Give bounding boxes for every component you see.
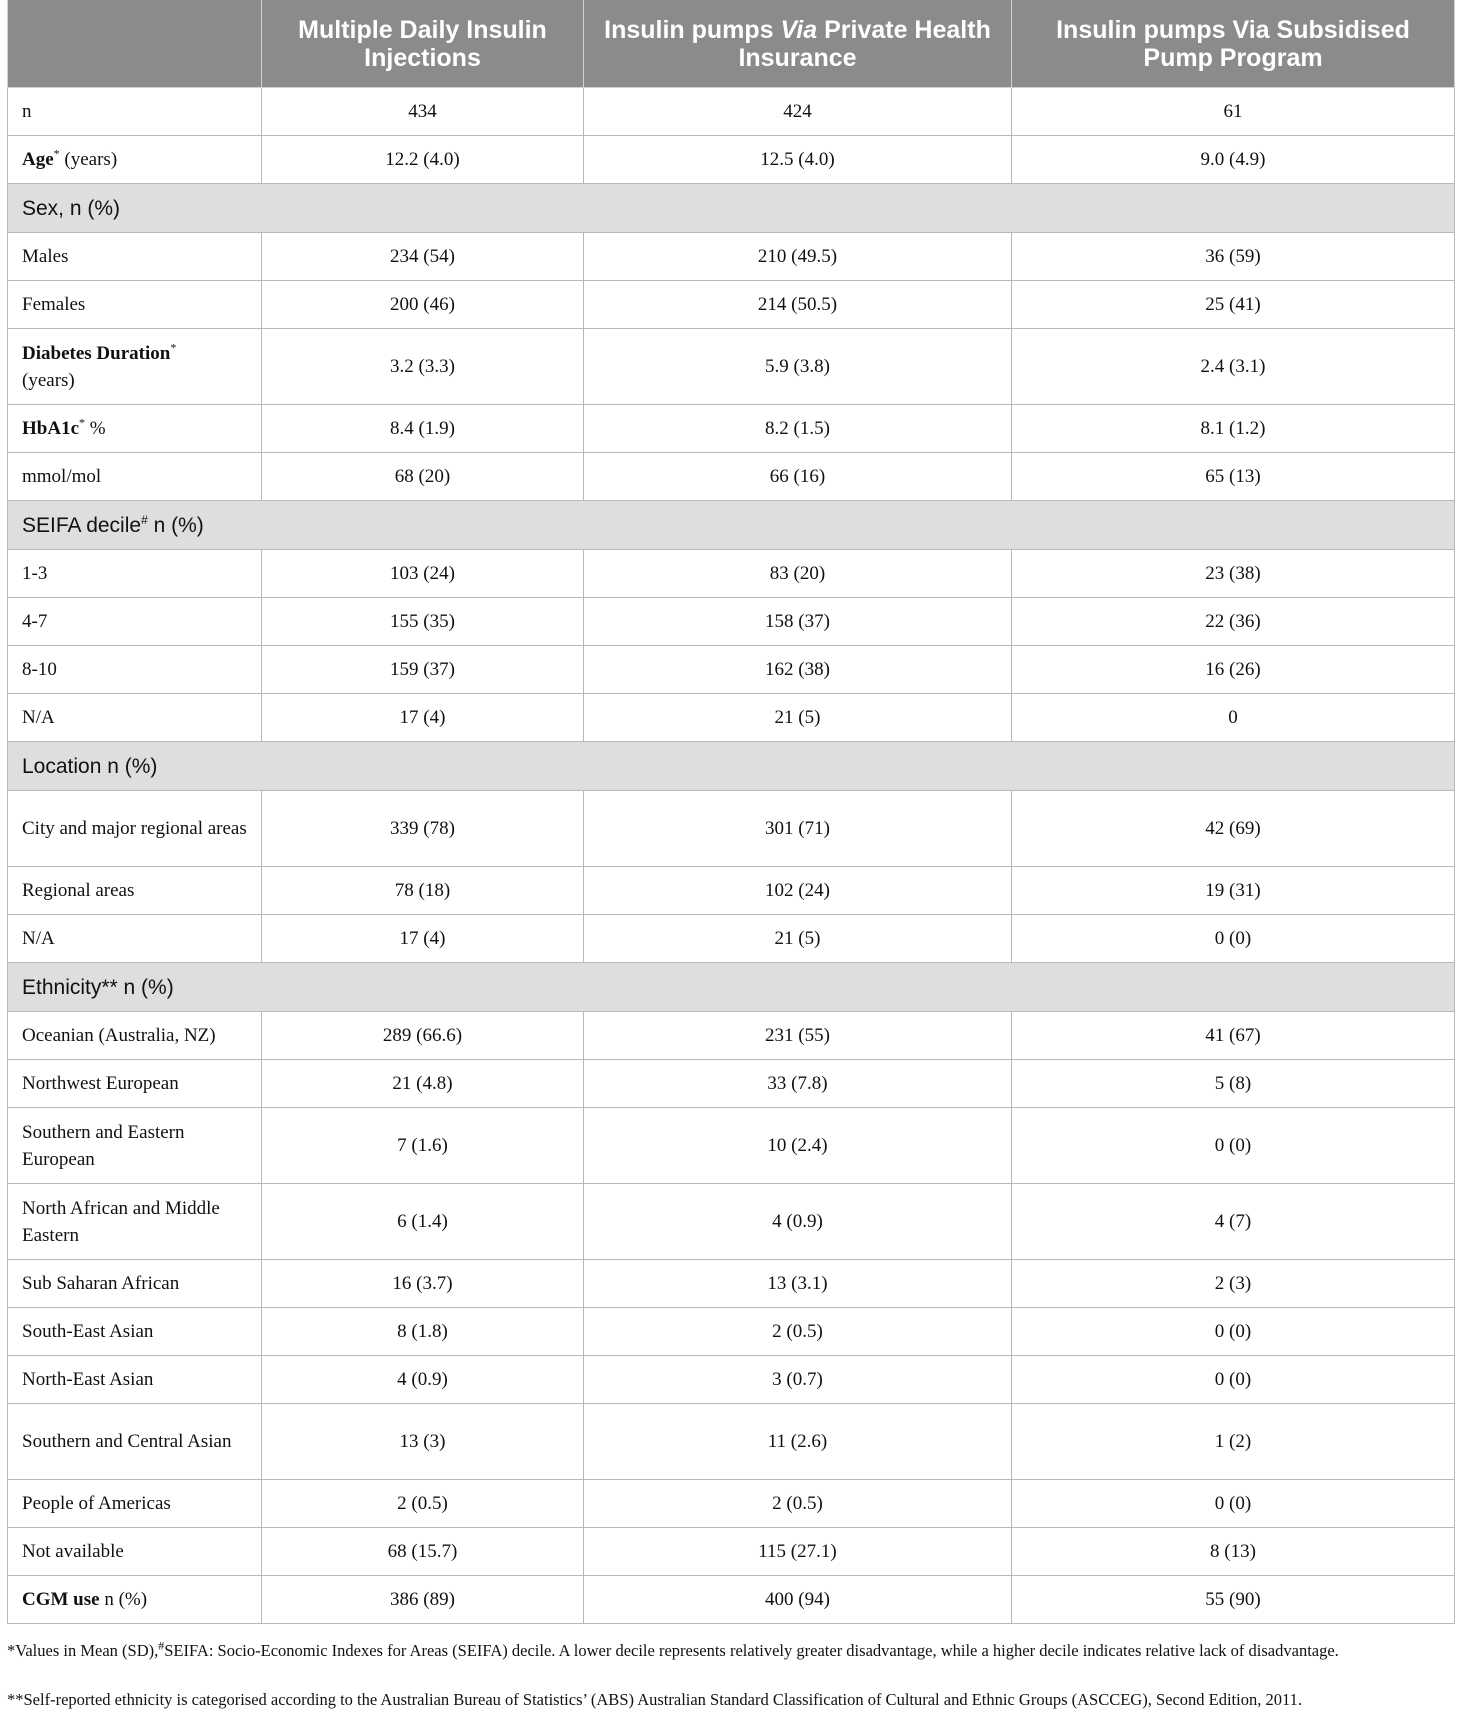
row-label: 4-7 <box>8 598 262 646</box>
cell-mdi: 16 (3.7) <box>262 1260 584 1308</box>
row-label: Females <box>8 281 262 329</box>
cell-subsidised: 9.0 (4.9) <box>1012 136 1455 184</box>
cell-private: 21 (5) <box>584 915 1012 963</box>
cell-mdi: 7 (1.6) <box>262 1108 584 1184</box>
header-row <box>8 0 1455 88</box>
row-label: N/A <box>8 915 262 963</box>
label-bold: Diabetes Duration <box>22 342 171 364</box>
section-label: Sex, n (%) <box>8 184 1455 233</box>
cell-private: 13 (3.1) <box>584 1260 1012 1308</box>
table-row <box>8 915 1455 963</box>
cell-private: 83 (20) <box>584 550 1012 598</box>
cell-private: 400 (94) <box>584 1576 1012 1624</box>
row-label: North-East Asian <box>8 1356 262 1404</box>
label-bold: CGM use <box>22 1589 100 1610</box>
cell-subsidised: 41 (67) <box>1012 1012 1455 1060</box>
cell-mdi: 8.4 (1.9) <box>262 405 584 453</box>
table-row <box>8 136 1455 184</box>
table-row <box>8 1404 1455 1480</box>
cell-subsidised: 55 (90) <box>1012 1576 1455 1624</box>
table-row <box>8 1356 1455 1404</box>
row-label: 8-10 <box>8 646 262 694</box>
cell-mdi: 13 (3) <box>262 1404 584 1480</box>
row-label: Sub Saharan African <box>8 1260 262 1308</box>
label-rest: n (%) <box>99 1589 148 1610</box>
table-row <box>8 791 1455 867</box>
cell-private: 10 (2.4) <box>584 1108 1012 1184</box>
cell-subsidised: 8 (13) <box>1012 1528 1455 1576</box>
cell-private: 8.2 (1.5) <box>584 405 1012 453</box>
cell-private: 3 (0.7) <box>584 1356 1012 1404</box>
cell-private: 11 (2.6) <box>584 1404 1012 1480</box>
table-row <box>8 1480 1455 1528</box>
row-label <box>8 405 262 453</box>
cell-mdi: 103 (24) <box>262 550 584 598</box>
section-row <box>8 742 1455 791</box>
table-row <box>8 1012 1455 1060</box>
label-sup: * <box>170 340 177 355</box>
cell-mdi: 17 (4) <box>262 915 584 963</box>
cell-private: 424 <box>584 88 1012 136</box>
cell-private: 158 (37) <box>584 598 1012 646</box>
label-sup: * <box>79 415 85 430</box>
cell-private: 102 (24) <box>584 867 1012 915</box>
row-label <box>8 329 262 405</box>
table-row <box>8 453 1455 501</box>
cell-mdi: 2 (0.5) <box>262 1480 584 1528</box>
table-row <box>8 646 1455 694</box>
table-row <box>8 1060 1455 1108</box>
section-label <box>8 501 1455 550</box>
cell-mdi: 200 (46) <box>262 281 584 329</box>
cell-private: 21 (5) <box>584 694 1012 742</box>
cell-private: 66 (16) <box>584 453 1012 501</box>
cell-private: 162 (38) <box>584 646 1012 694</box>
cell-subsidised: 23 (38) <box>1012 550 1455 598</box>
row-label: Southern and Eastern European <box>8 1108 262 1184</box>
cell-mdi: 12.2 (4.0) <box>262 136 584 184</box>
label-sup: # <box>141 512 148 527</box>
header-mdi: Multiple Daily Insulin Injections <box>262 0 584 88</box>
cell-mdi: 68 (15.7) <box>262 1528 584 1576</box>
label-bold: Age <box>22 149 54 170</box>
cell-mdi: 155 (35) <box>262 598 584 646</box>
seifa-label-b: n (%) <box>147 513 204 537</box>
row-label <box>8 136 262 184</box>
row-label: Southern and Central Asian <box>8 1404 262 1480</box>
cell-subsidised: 22 (36) <box>1012 598 1455 646</box>
cell-mdi: 68 (20) <box>262 453 584 501</box>
section-label: Ethnicity** n (%) <box>8 963 1455 1012</box>
section-row <box>8 963 1455 1012</box>
demographics-table <box>7 0 1455 1624</box>
row-label: Not available <box>8 1528 262 1576</box>
table-row <box>8 329 1455 405</box>
section-row <box>8 501 1455 550</box>
row-label: Oceanian (Australia, NZ) <box>8 1012 262 1060</box>
footnote-1a: *Values in Mean (SD), <box>7 1641 159 1660</box>
cell-subsidised: 1 (2) <box>1012 1404 1455 1480</box>
cell-subsidised: 42 (69) <box>1012 791 1455 867</box>
row-label: N/A <box>8 694 262 742</box>
cell-mdi: 434 <box>262 88 584 136</box>
cell-mdi: 339 (78) <box>262 791 584 867</box>
cell-mdi: 21 (4.8) <box>262 1060 584 1108</box>
cell-subsidised: 8.1 (1.2) <box>1012 405 1455 453</box>
cell-mdi: 159 (37) <box>262 646 584 694</box>
footnote-1b: SEIFA: Socio-Economic Indexes for Areas (SEIFA) decile. A lower decile represents relatively greater disadvantage, while a higher decile indicates relative lack of disadvantage. <box>164 1641 1339 1660</box>
table-row <box>8 1308 1455 1356</box>
cell-subsidised: 65 (13) <box>1012 453 1455 501</box>
table-row <box>8 550 1455 598</box>
seifa-label-a: SEIFA decile <box>22 513 142 537</box>
row-label: North African and Middle Eastern <box>8 1184 262 1260</box>
cell-subsidised: 25 (41) <box>1012 281 1455 329</box>
row-label: Regional areas <box>8 867 262 915</box>
cell-subsidised: 2 (3) <box>1012 1260 1455 1308</box>
cell-subsidised: 0 (0) <box>1012 1308 1455 1356</box>
row-label: 1-3 <box>8 550 262 598</box>
cell-subsidised: 19 (31) <box>1012 867 1455 915</box>
cell-mdi: 8 (1.8) <box>262 1308 584 1356</box>
cell-private: 301 (71) <box>584 791 1012 867</box>
table-row <box>8 233 1455 281</box>
table-row <box>8 405 1455 453</box>
cell-subsidised: 0 <box>1012 694 1455 742</box>
cell-mdi: 4 (0.9) <box>262 1356 584 1404</box>
header-blank <box>8 0 262 88</box>
cell-private: 115 (27.1) <box>584 1528 1012 1576</box>
footnote-sup: # <box>158 1638 165 1653</box>
cell-subsidised: 4 (7) <box>1012 1184 1455 1260</box>
label-rest: (years) <box>22 369 75 391</box>
cell-private: 2 (0.5) <box>584 1480 1012 1528</box>
cell-private: 5.9 (3.8) <box>584 329 1012 405</box>
row-label: City and major regional areas <box>8 791 262 867</box>
cell-subsidised: 0 (0) <box>1012 915 1455 963</box>
table-row <box>8 1576 1455 1624</box>
table-row <box>8 88 1455 136</box>
cell-subsidised: 5 (8) <box>1012 1060 1455 1108</box>
cell-mdi: 6 (1.4) <box>262 1184 584 1260</box>
cell-mdi: 3.2 (3.3) <box>262 329 584 405</box>
cell-mdi: 234 (54) <box>262 233 584 281</box>
row-label <box>8 1576 262 1624</box>
cell-private: 33 (7.8) <box>584 1060 1012 1108</box>
table-row <box>8 1260 1455 1308</box>
cell-subsidised: 0 (0) <box>1012 1108 1455 1184</box>
label-sup: * <box>53 146 60 161</box>
row-label: mmol/mol <box>8 453 262 501</box>
cell-subsidised: 0 (0) <box>1012 1356 1455 1404</box>
cell-mdi: 78 (18) <box>262 867 584 915</box>
row-label: South-East Asian <box>8 1308 262 1356</box>
table-row <box>8 1528 1455 1576</box>
cell-mdi: 289 (66.6) <box>262 1012 584 1060</box>
label-rest: (years) <box>59 149 118 170</box>
row-label: Males <box>8 233 262 281</box>
footnote-values <box>7 1639 1454 1663</box>
header-private-c: Private Health Insurance <box>738 15 991 72</box>
cell-private: 2 (0.5) <box>584 1308 1012 1356</box>
cell-private: 210 (49.5) <box>584 233 1012 281</box>
cell-private: 214 (50.5) <box>584 281 1012 329</box>
label-rest: % <box>85 418 106 439</box>
section-label: Location n (%) <box>8 742 1455 791</box>
cell-subsidised: 2.4 (3.1) <box>1012 329 1455 405</box>
table-row <box>8 1108 1455 1184</box>
table-container <box>7 0 1454 1624</box>
footnote-ethnicity: **Self-reported ethnicity is categorised according to the Australian Bureau of Statistics’ (ABS) Australian Standard Classification of Cultural and Ethnic Groups (ASCCEG), Second Edition, 2011. <box>7 1690 1302 1709</box>
header-private-insurance <box>584 0 1012 88</box>
header-private-a: Insulin pumps <box>604 15 781 44</box>
cell-private: 4 (0.9) <box>584 1184 1012 1260</box>
table-row <box>8 598 1455 646</box>
row-label: People of Americas <box>8 1480 262 1528</box>
section-row <box>8 184 1455 233</box>
table-row <box>8 1184 1455 1260</box>
label-bold: HbA1c <box>22 418 79 439</box>
cell-subsidised: 61 <box>1012 88 1455 136</box>
cell-mdi: 386 (89) <box>262 1576 584 1624</box>
table-row <box>8 867 1455 915</box>
cell-subsidised: 16 (26) <box>1012 646 1455 694</box>
cell-subsidised: 0 (0) <box>1012 1480 1455 1528</box>
cell-mdi: 17 (4) <box>262 694 584 742</box>
header-subsidised: Insulin pumps Via Subsidised Pump Program <box>1012 0 1455 88</box>
row-label: n <box>8 88 262 136</box>
row-label: Northwest European <box>8 1060 262 1108</box>
cell-private: 12.5 (4.0) <box>584 136 1012 184</box>
table-row <box>8 694 1455 742</box>
table-row <box>8 281 1455 329</box>
header-private-via: Via <box>780 15 818 44</box>
cell-subsidised: 36 (59) <box>1012 233 1455 281</box>
cell-private: 231 (55) <box>584 1012 1012 1060</box>
